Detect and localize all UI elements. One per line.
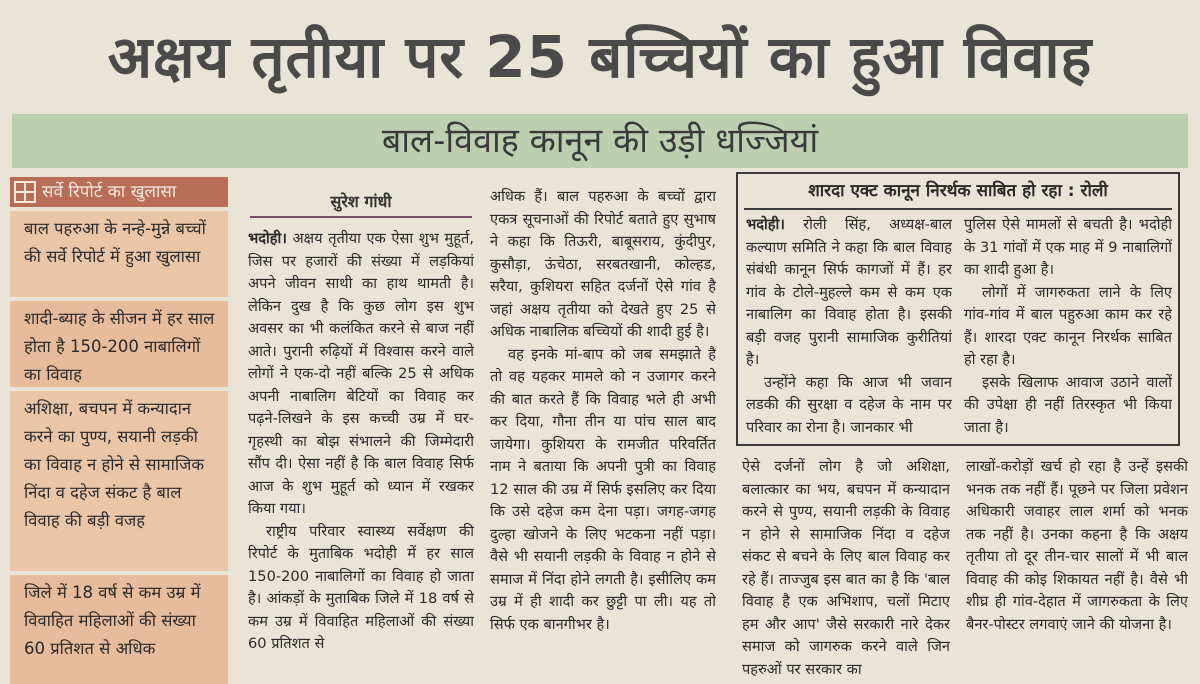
article-col1-para2: राष्ट्रीय परिवार स्वास्थ्य सर्वेक्षण की रिपोर्ट के मुताबिक भदोही में हर साल 150-200 नाबालिगों का विवाह हो जाता है। आंकड़ों के मुताबिक जिले में 18 वर्ष से कम उम्र में विवाहित महिलाओं की संख्या 60 प्रतिशत से [248, 522, 474, 652]
box-colA-para2: उन्होंने कहा कि आज भी जवान लडकी की सुरक्षा व दहेज के नाम पर परिवार का रोना है। जानकार भी [746, 373, 952, 436]
article-col1-para1: अक्षय तृतीया एक ऐसा शुभ मुहूर्त, जिस पर हजारों की संख्या में लड़कियां अपने जीवन साथी का हाथ थामती है। लेकिन दुख है कि कुछ लोग इस शुभ अवसर का भी कलंकित करने से बाज नहीं आते। पुरानी रुढ़ियों में विश्वास करने वाले लोगों ने एक-दो नहीं बल्कि 25 से अधिक अपनी नाबालिग बेटियों का विवाह कर पढ़ने-लिखने के इस कच्ची उम्र में घर-गृहस्थी का बोझ संभालने की जिम्मेदारी सौंप दी। ऐसा नहीं है कि बाल विवाह सिर्फ आज के शुभ मुहूर्त को ध्यान में रखकर किया गया। [248, 230, 474, 517]
sidebar-title-bar [10, 177, 228, 207]
subheadline: बाल-विवाह कानून की उड़ी धज्जियां [12, 114, 1188, 168]
box-dateline: भदोही। [746, 216, 785, 233]
sidebar-item-1: बाल पहरुआ के नन्हे-मुन्ने बच्चों की सर्वे रिपोर्ट में हुआ खुलासा [10, 211, 228, 297]
boxed-article [736, 172, 1180, 446]
sidebar-item-2: शादी-ब्याह के सीजन में हर साल होता है 150-200 नाबालिगों का विवाह [10, 301, 228, 387]
box-column-1 [746, 214, 952, 442]
box-colB-para3: इसके खिलाफ आवाज उठाने वालों की उपेक्षा ही नहीं तिरस्कृत भी किया जाता है। [964, 373, 1172, 436]
sidebar-item-4: जिले में 18 वर्ष से कम उम्र में विवाहित महिलाओं की संख्या 60 प्रतिशत से अधिक [10, 575, 228, 684]
headline: अक्षय तृतीया पर 25 बच्चियों का हुआ विवाह [107, 23, 1093, 91]
grid-icon [14, 181, 36, 203]
article-col3-para1: ऐसे दर्जनों लोग है जो अशिक्षा, बलात्कार का भय, बचपन में कन्यादान करने से पुण्य, सयानी लड़की के विवाह न होने से सामाजिक निंदा व दहेज संकट से बचने के लिए बाल विवाह कर रहे हैं। ताज्जुब इस बात का है कि 'बाल विवाह है एक अभिशाप, चलों मिटाए हम और आप' जैसे सरकारी नारे देकर समाज को जागरुक करने वाले जिन पहरुओं पर सरकार का [742, 458, 950, 678]
article-column-3 [742, 456, 950, 684]
box-title: शारदा एक्ट कानून निरर्थक साबित हो रहा : रोली [808, 181, 1108, 201]
article-dateline: भदोही। [248, 230, 287, 247]
article-column-1 [248, 228, 474, 684]
byline-rule [250, 216, 472, 218]
article-col2-para2: वह इनके मां-बाप को जब समझाते है तो वह यहकर मामले को न उजागर करने की बात करते हैं कि विवाह भले ही अभी कर दिया, गौना तीन या पांच साल बाद जायेगा। कुशियरा के रामजीत परिवर्तित नाम ने बताया कि अपनी पुत्री का विवाह 12 साल की उम्र में सिर्फ इसलिए कर दिया कि उसे दहेज कम देना पड़ा। जगह-जगह दुल्हा खोजने के लिए भटकना नहीं पड़ा। वैसे भी सयानी लड़की के विवाह न होने से समाज में निंदा होने लगती है। इसीलिए कम उम्र में ही शादी कर छुट्टी पा ली। यह तो सिर्फ एक बानगीभर है। [490, 345, 716, 633]
box-title-rule [744, 208, 1172, 210]
box-colB-para1: पुलिस ऐसे मामलों से बचती है। भदोही के 31 गांवों में एक माह में 9 नाबालिगों का शादी हुआ है। [964, 216, 1172, 278]
sidebar-highlights [10, 177, 228, 684]
sidebar-item-3: अशिक्षा, बचपन में कन्यादान करने का पुण्य, सयानी लड़की का विवाह न होने से सामाजिक निंदा व दहेज संकट है बाल विवाह की बड़ी वजह [10, 391, 228, 571]
box-colA-para1: रोली सिंह, अध्यक्ष-बाल कल्याण समिति ने कहा कि बाल विवाह संबंधी कानून सिर्फ कागजों में हैं। हर गांव के टोले-मुहल्ले कम से कम एक नाबालिग का विवाह होता है। इसकी बड़ी वजह पुरानी सामाजिक कुरीतियां है। [746, 216, 952, 368]
article-col2-para1: अधिक हैं। बाल पहरुआ के बच्चों द्वारा एकत्र सूचनाओं की रिपोर्ट बताते हुए सुभाष ने कहा कि तिऊरी, बाबूसराय, कुंदीपुर, कुसौड़ा, ऊंचेठा, सरबतखानी, कोल्हड, सरैया, कुशियरा सहित दर्जनों ऐसे गांव है जहां अक्षय तृतीया को देखते हुए 25 से अधिक नाबालिक बच्चियों की शादी हुई है। [490, 188, 716, 340]
article-column-4 [966, 456, 1188, 684]
article-column-2 [490, 186, 716, 684]
sidebar-title: सर्वे रिपोर्ट का खुलासा [42, 182, 177, 202]
article-col4-para1: लाखों-करोड़ों खर्च हो रहा है उन्हें इसकी भनक तक नहीं हैं। पूछने पर जिला प्रवेशन अधिकारी जवाहर लाल शर्मा को भनक तक नहीं है। उनका कहना है कि अक्षय तृतीया तो दूर तीन-चार सालों में भी बाल विवाह की कोइ शिकायत नहीं है। वैसे भी शीघ्र ही गांव-देहात में जागरुकता के लिए बैनर-पोस्टर लगवाएं जाने की योजना है। [966, 458, 1188, 633]
box-colB-para2: लोगों में जागरुकता लाने के लिए गांव-गांव में बाल पहुरुआ काम कर रहे हैं। शारदा एक्ट कानून निरर्थक साबित हो रहा है। [964, 283, 1172, 368]
box-column-2 [964, 214, 1172, 442]
author-byline: सुरेश गांधी [330, 192, 392, 211]
